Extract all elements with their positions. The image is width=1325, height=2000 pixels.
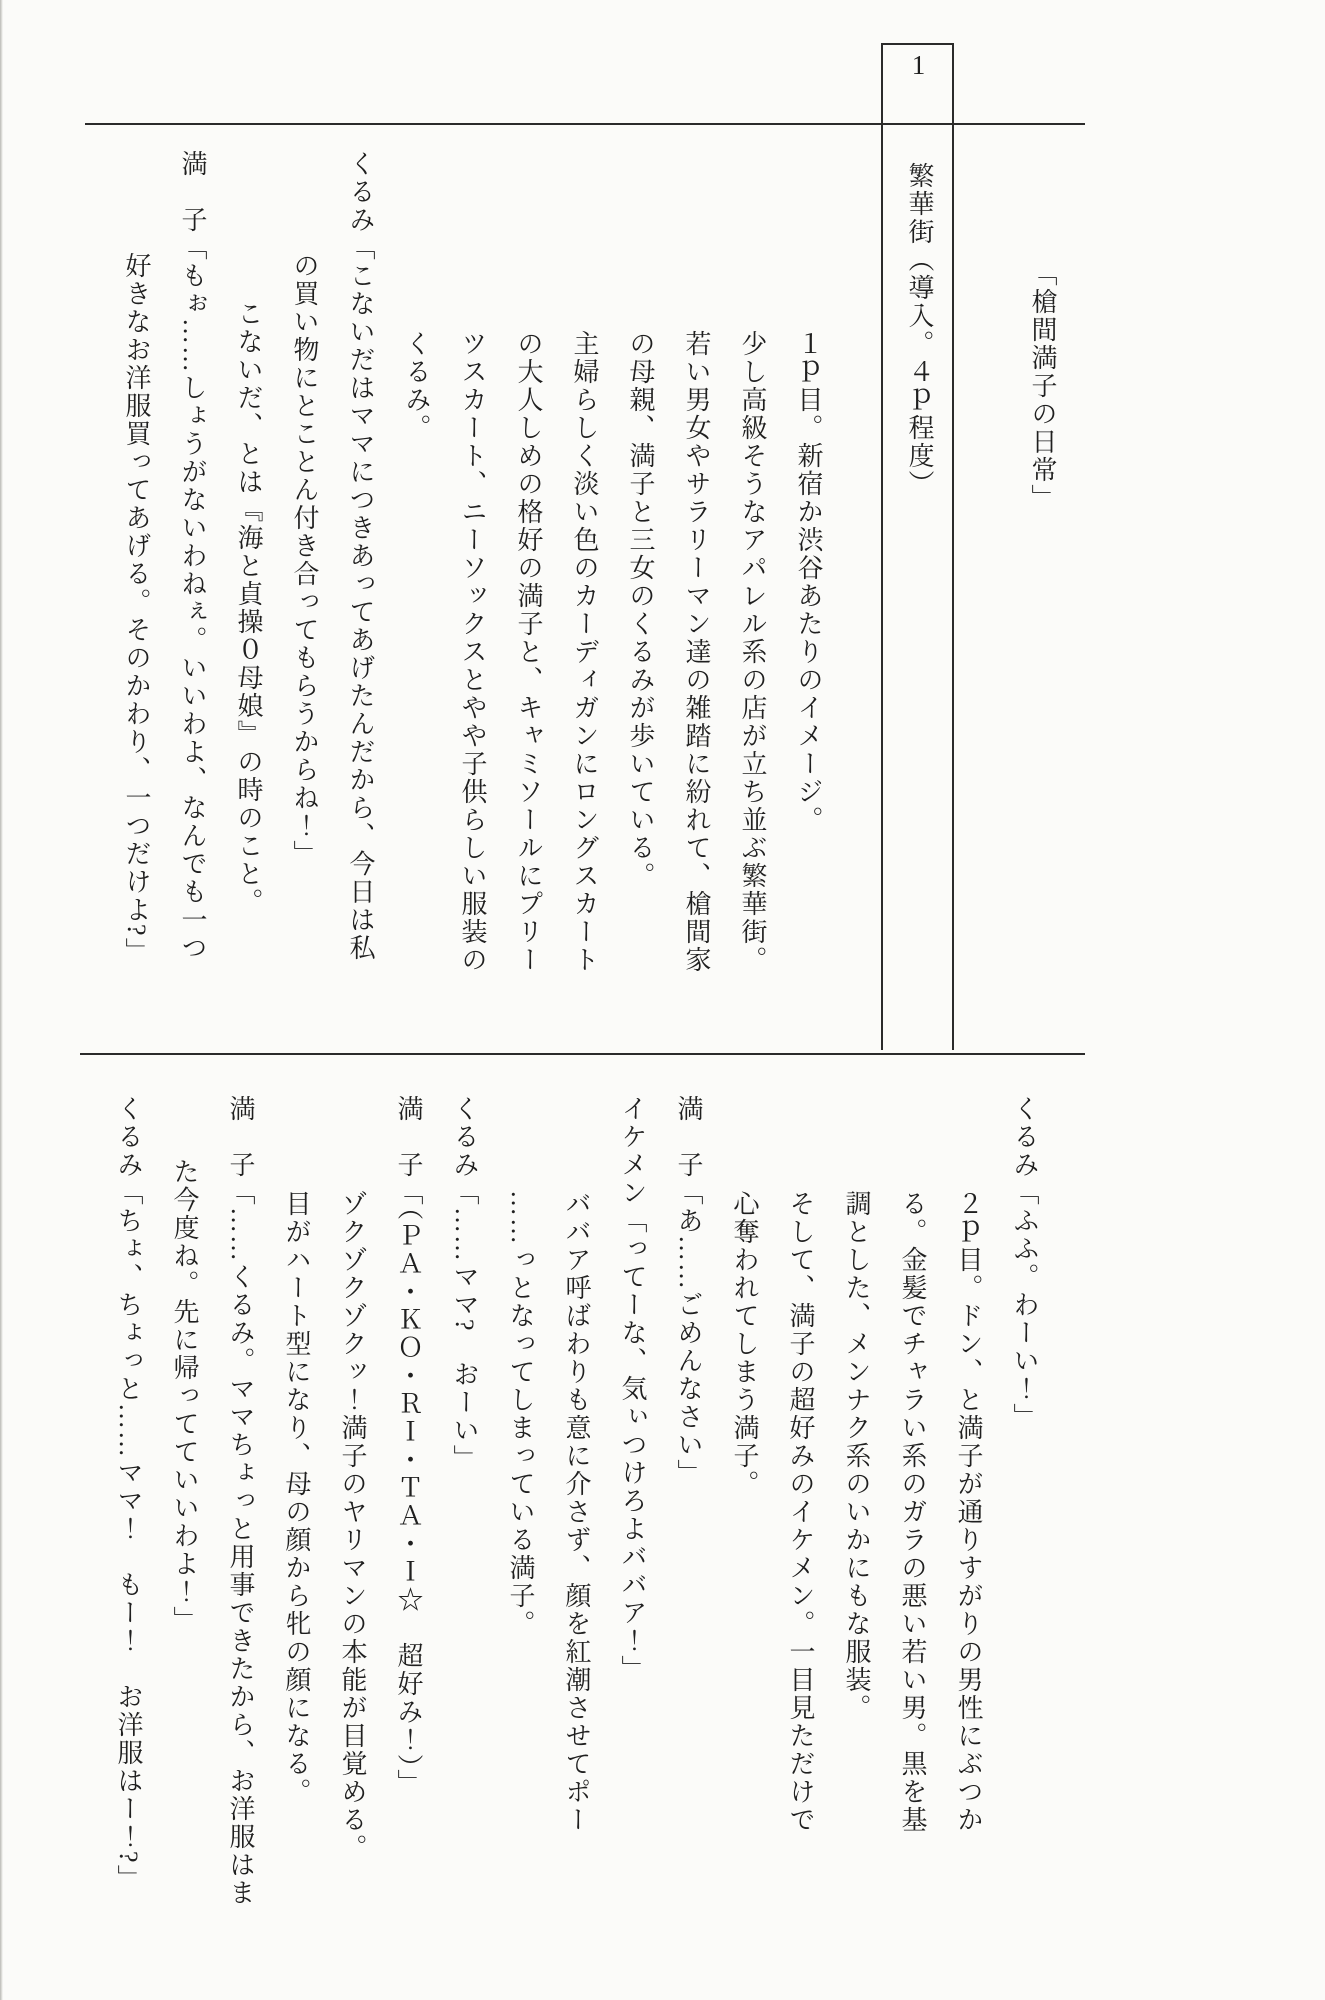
scene-heading: 繁華街（導入。４ｐ程度） (905, 162, 934, 498)
script-title: 「槍間満子の日常」 (1028, 260, 1057, 512)
script-line: くるみ「こないだはママにつきあってあげたんだから、今日は私 (346, 150, 375, 962)
script-line: 目がハート型になり、母の顔から牝の顔になる。 (282, 1190, 311, 1806)
script-line: ……っとなってしまっている満子。 (506, 1190, 535, 1638)
script-line: 満 子「もぉ……しょうがないわねぇ。いいわよ、なんでも一つ (178, 150, 207, 962)
script-line: 好きなお洋服買ってあげる。そのかわり、一つだけよ?」 (122, 252, 151, 966)
script-line: 満 子「あ……ごめんなさい」 (674, 1095, 703, 1487)
script-line: 心奪われてしまう満子。 (730, 1190, 759, 1498)
script-line: る。金髪でチャラい系のガラの悪い若い男。黒を基 (898, 1190, 927, 1834)
script-line: くるみ。 (402, 330, 431, 442)
script-line: の買い物にとことん付き合ってもらうからね！」 (290, 252, 319, 868)
page-number: 1 (911, 50, 926, 80)
script-line: 主婦らしく淡い色のカーディガンにロングスカート (570, 330, 599, 974)
script-line: ツスカート、ニーソックスとやや子供らしい服装の (458, 330, 487, 974)
section-divider (80, 1053, 1085, 1055)
script-line: ２ｐ目。ドン、と満子が通りすがりの男性にぶつか (954, 1190, 983, 1834)
script-line: くるみ「ちょ、ちょっと……ママ！ もー！ お洋服はー！?」 (114, 1095, 143, 1893)
script-line: くるみ「ふふ。わーい！」 (1010, 1095, 1039, 1431)
script-line: 若い男女やサラリーマン達の雑踏に紛れて、槍間家 (682, 330, 711, 974)
script-line: ババア呼ばわりも意に介さず、顔を紅潮させてポー (562, 1190, 591, 1834)
script-line: そして、満子の超好みのイケメン。一目見ただけで (786, 1190, 815, 1834)
script-line: た今度ね。先に帰ってていいわよ！」 (170, 1158, 199, 1634)
script-line: 満 子「……くるみ。ママちょっと用事できたから、お洋服はま (226, 1095, 255, 1907)
script-line: くるみ「……ママ? おーい」 (450, 1095, 479, 1473)
script-line: の大人しめの格好の満子と、キャミソールにプリー (514, 330, 543, 974)
script-line: こないだ、とは『海と貞操０母娘』の時のこと。 (234, 300, 263, 916)
script-line: 調とした、メンナク系のいかにもな服装。 (842, 1190, 871, 1722)
scan-edge-artifact (0, 0, 3, 2000)
script-line: イケメン「ってーな、気ぃつけろよババア！」 (618, 1095, 647, 1683)
script-line: ゾクゾクゾクッ！満子のヤリマンの本能が目覚める。 (338, 1190, 367, 1862)
script-line: 少し高級そうなアパレル系の店が立ち並ぶ繁華街。 (738, 330, 767, 974)
script-line: の母親、満子と三女のくるみが歩いている。 (626, 330, 655, 890)
script-line: 満 子「（ＰＡ・ＫＯ・ＲＩ・ＴＡ・Ｉ☆ 超好み！）」 (394, 1095, 423, 1797)
script-line: １ｐ目。新宿か渋谷あたりのイメージ。 (794, 330, 823, 834)
